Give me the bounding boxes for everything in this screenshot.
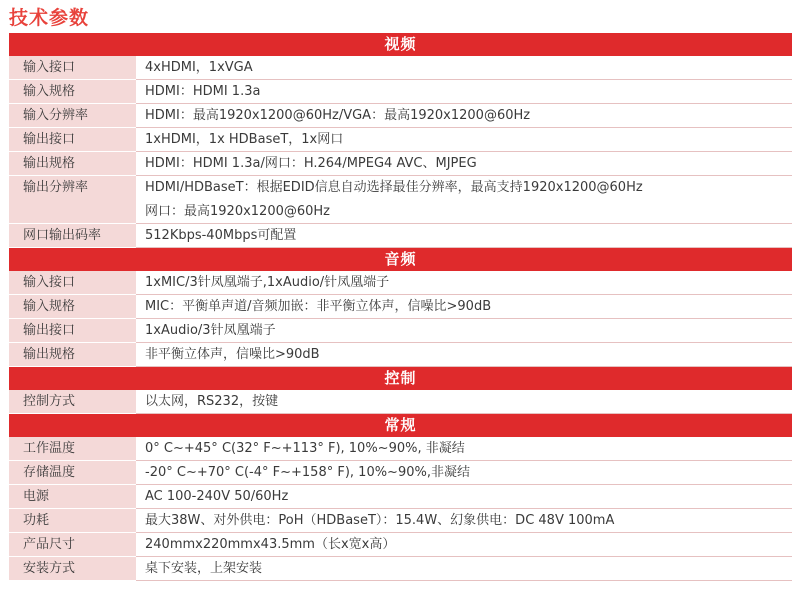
- spec-row: [9, 80, 792, 104]
- spec-row: [9, 152, 792, 176]
- spec-value-line: HDMI：HDMI 1.3a: [145, 84, 261, 99]
- spec-row: [9, 557, 792, 581]
- spec-label: 输出接口: [9, 319, 136, 343]
- spec-label: 输入接口: [9, 271, 136, 295]
- spec-row: [9, 509, 792, 533]
- spec-section: [9, 367, 792, 414]
- spec-label: 功耗: [9, 509, 136, 533]
- spec-row: [9, 343, 792, 367]
- spec-value: [136, 485, 792, 509]
- spec-value-line: HDMI/HDBaseT：根据EDID信息自动选择最佳分辨率，最高支持1920x1200@60Hz: [145, 180, 643, 195]
- spec-label: 工作温度: [9, 437, 136, 461]
- spec-value: [136, 390, 792, 414]
- section-header: 音频: [9, 248, 792, 271]
- spec-label: 输出接口: [9, 128, 136, 152]
- spec-table: [9, 33, 792, 581]
- spec-label: 输出规格: [9, 343, 136, 367]
- spec-value-line: 网口：最高1920x1200@60Hz: [145, 204, 331, 219]
- spec-value-line: AC 100-240V 50/60Hz: [145, 489, 289, 504]
- spec-value: [136, 128, 792, 152]
- spec-row: [9, 176, 792, 224]
- spec-row: [9, 390, 792, 414]
- spec-value: [136, 509, 792, 533]
- section-header: 控制: [9, 367, 792, 390]
- spec-label: 电源: [9, 485, 136, 509]
- spec-value-line: 桌下安装，上架安装: [145, 561, 263, 576]
- spec-row: [9, 461, 792, 485]
- spec-value-line: MIC：平衡单声道/音频加嵌：非平衡立体声，信噪比>90dB: [145, 299, 492, 314]
- spec-row: [9, 271, 792, 295]
- spec-label: 输出规格: [9, 152, 136, 176]
- spec-row: [9, 437, 792, 461]
- spec-label: 安装方式: [9, 557, 136, 581]
- spec-value: [136, 56, 792, 80]
- spec-value: [136, 461, 792, 485]
- spec-value-line: 1xHDMI，1x HDBaseT，1x网口: [145, 132, 344, 147]
- spec-label: 控制方式: [9, 390, 136, 414]
- spec-value: [136, 271, 792, 295]
- spec-value-line: 1xAudio/3针凤凰端子: [145, 323, 276, 338]
- spec-label: 存储温度: [9, 461, 136, 485]
- spec-value-line: 0° C~+45° C(32° F~+113° F), 10%~90%, 非凝结: [145, 441, 465, 456]
- spec-row: [9, 56, 792, 80]
- spec-section: [9, 414, 792, 581]
- spec-label: 输出分辨率: [9, 176, 136, 224]
- spec-value-line: 4xHDMI，1xVGA: [145, 60, 253, 75]
- spec-value-line: HDMI：HDMI 1.3a/网口：H.264/MPEG4 AVC、MJPEG: [145, 156, 477, 171]
- spec-row: [9, 128, 792, 152]
- spec-label: 输入规格: [9, 80, 136, 104]
- spec-value-line: 240mmx220mmx43.5mm（长x宽x高）: [145, 537, 396, 552]
- spec-value: [136, 343, 792, 367]
- spec-row: [9, 295, 792, 319]
- spec-row: [9, 224, 792, 248]
- spec-row: [9, 319, 792, 343]
- spec-value-line: 非平衡立体声，信噪比>90dB: [145, 347, 320, 362]
- spec-label: 网口输出码率: [9, 224, 136, 248]
- spec-value: [136, 176, 792, 224]
- spec-label: 输入规格: [9, 295, 136, 319]
- spec-value-line: 最大38W、对外供电：PoH（HDBaseT）：15.4W、幻象供电：DC 48V 100mA: [145, 513, 615, 528]
- spec-label: 输入分辨率: [9, 104, 136, 128]
- spec-value: [136, 80, 792, 104]
- spec-value: [136, 319, 792, 343]
- section-header: 常规: [9, 414, 792, 437]
- spec-label: 输入接口: [9, 56, 136, 80]
- spec-value-line: -20° C~+70° C(-4° F~+158° F), 10%~90%,非凝结: [145, 465, 470, 480]
- spec-value-line: 以太网，RS232，按键: [145, 394, 279, 409]
- spec-row: [9, 485, 792, 509]
- spec-value: [136, 295, 792, 319]
- page-title: 技术参数: [9, 7, 90, 29]
- spec-value-line: HDMI：最高1920x1200@60Hz/VGA：最高1920x1200@60Hz: [145, 108, 531, 123]
- spec-value: [136, 104, 792, 128]
- spec-section: [9, 248, 792, 367]
- spec-value: [136, 152, 792, 176]
- spec-row: [9, 533, 792, 557]
- spec-value-line: 512Kbps-40Mbps可配置: [145, 228, 297, 243]
- spec-value: [136, 533, 792, 557]
- spec-value: [136, 224, 792, 248]
- spec-label: 产品尺寸: [9, 533, 136, 557]
- spec-section: [9, 33, 792, 248]
- spec-value: [136, 557, 792, 581]
- spec-value: [136, 437, 792, 461]
- spec-value-line: 1xMIC/3针凤凰端子,1xAudio/针凤凰端子: [145, 275, 390, 290]
- spec-row: [9, 104, 792, 128]
- section-header: 视频: [9, 33, 792, 56]
